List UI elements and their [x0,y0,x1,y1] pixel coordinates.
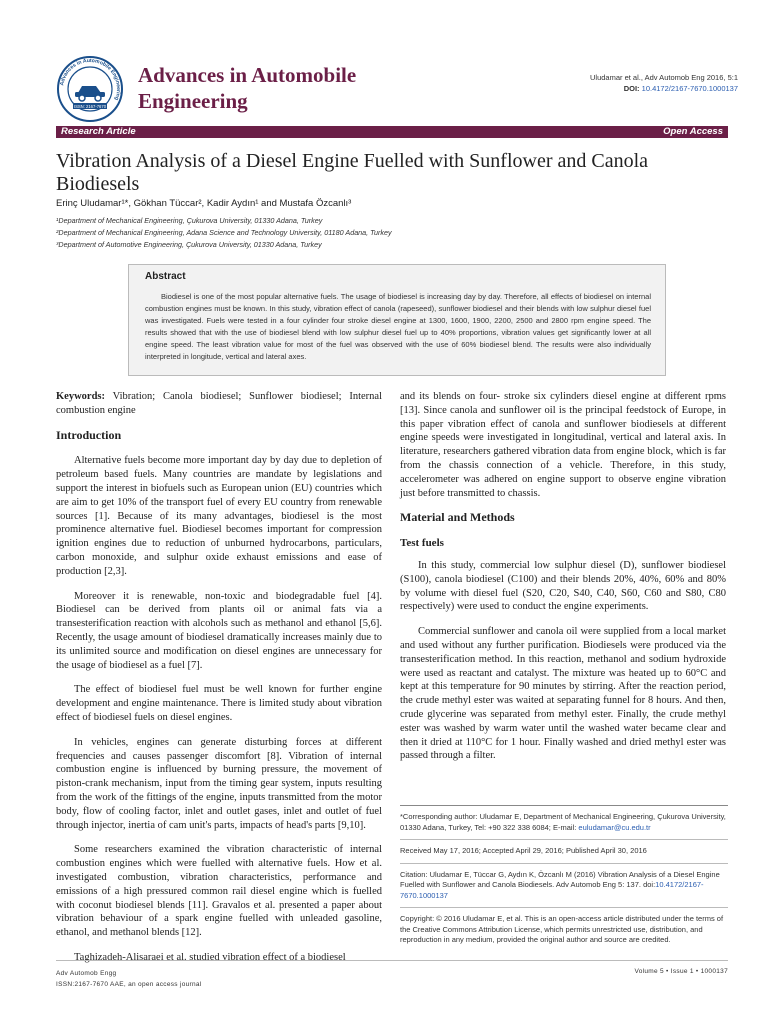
affiliation-1: ¹Department of Mechanical Engineering, Çukurova University, 01330 Adana, Turkey [56,216,323,225]
doi-line [590,83,738,94]
footnote-separator [400,907,728,908]
keywords-text: Vibration; Canola biodiesel; Sunflower biodiesel; Internal combustion engine [56,391,382,416]
methods-paragraph: Commercial sunflower and canola oil were supplied from a local market and used without any further purification. Biodiesels were produced via the transesterification method. In this reaction, methanol and sodium hydroxide were used as reactant and catalyst. The mixture was heated up to 60°C and kept at this temperature for 90 minutes by stirring. After the reaction period, the crude methyl ester was waited at separating funnel for 8 hours. And then, crude glycerine was separated from methyl ester. Finally, the crude methyl ester was washed by warm water until the washed water became clear and then it dried at 110°C for 1 hour. Finally washed and dried methyl ester was passed through a filter. [400,626,726,762]
logo-issn: ISSN: 2167-7670 [73,103,107,109]
abstract-box [128,264,666,376]
journal-title [138,62,356,114]
intro-paragraph: Taghizadeh-Alisaraei et al. studied vibration effect of a biodiesel [74,951,346,963]
citation-footnote [400,870,728,902]
footer-issn: ISSN:2167-7670 AAE, an open access journal [56,981,202,988]
keywords [56,390,382,418]
corresponding-text: *Corresponding author: Uludamar E, Department of Mechanical Engineering, Çukurova University, 01330 Adana, Turkey, Tel: +90 322 338 6084; E-mail: [400,812,726,832]
corresponding-author [400,812,728,833]
journal-title-line1: Advances in Automobile [138,63,357,87]
citation-doi-link[interactable]: 10.4172/2167-7670.1000137 [400,880,704,900]
article-dates: Received May 17, 2016; Accepted April 29, 2016; Published April 30, 2016 [400,846,647,855]
left-column [56,390,382,976]
footnotes [400,812,728,946]
methods-heading: Material and Methods [400,510,515,525]
page-header [0,0,768,125]
copyright-notice: Copyright: © 2016 Uludamar E, et al. This is an open-access article distributed under the terms of the Creative Commons Attribution License, which permits unrestricted use, distribution, and reproduction in any medium, provided the original author and source are credited. [400,914,724,944]
logo-ring-text: Advances in Automobile Engineering [59,57,122,101]
intro-paragraph: The effect of biodiesel fuel must be well known for further engine development and engine maintenance. There is limited study about vibration effect of biodiesel fuels on diesel engines. [56,684,382,723]
journal-title-line2: Engineering [138,89,248,113]
open-access-label: Open Access [663,126,723,137]
intro-paragraph: Alternative fuels become more important day by day due to depletion of petroleum based fuels. Many countries are mandate by legislations and support the interest in biofuels such as European union (EU) countries which are aim to get 10% of the transport fuel of every EU country from renewable sources [1]. Because of its many advantages, biodiesel is the most prominence alternative fuel. Biodiesel becomes important for compression ignition engines due to reduction of unburned hydrocarbons, particulars, carbon monoxide, and sulphur oxide exhaust emissions and ease of production [2,3]. [56,455,382,577]
article-title: Vibration Analysis of a Diesel Engine Fuelled with Sunflower and Canola Biodiesels [56,150,649,195]
footnote-separator [400,839,728,840]
research-article-label: Research Article [61,126,136,137]
keywords-label: Keywords: [56,391,105,402]
citation-line: Uludamar et al., Adv Automob Eng 2016, 5:1 [589,73,738,82]
intro-paragraph-continued: and its blends on four- stroke six cylinders diesel engine at different rpms [13]. Since canola and sunflower oil is the principal feedstock of Europe, in this paper vibration effect of canola and sunflower biodiesels at different engine speeds were investigated in longitudinal, vertical and lateral axis. In literature, researchers gathered vibration data from engine block, which is far from the chassis connection of a vehicle. Therefore, in this study, accelerometer was adhered on engine support to observe engine vibration just before transmitted to chassis. [400,391,726,499]
footnote-separator [400,863,728,864]
footer-divider [56,960,728,961]
doi-label: DOI: [623,84,640,93]
citation-text: Citation: Uludamar E, Tüccar G, Aydın K, Özcanlı M (2016) Vibration Analysis of a Diesel Engine Fuelled with Sunflower and Canola Biodiesels. Adv Automob Eng 5: 137. doi: [400,869,720,889]
intro-paragraph: In vehicles, engines can generate disturbing forces at different frequencies and causes passenger discomfort [8]. Vibration of internal combustion engine is influenced by burning pressure, the movement of piston-crank mechanism, input from the timing gear system, inputs resulting from the work of the fittings of the engine, inputs transmitted from the motor body, flow of cooling factor, inlet and outlet gases, inlet and outlet of fuel through injector, inertia of cam unit's parts, impacts of head's parts [9,10]. [56,736,382,831]
author-list: Erinç Uludamar¹*, Gökhan Tüccar², Kadir Aydın¹ and Mustafa Özcanlı³ [56,198,352,209]
journal-logo [56,55,124,123]
right-column [400,390,726,774]
test-fuels-heading: Test fuels [400,537,444,550]
article-type-banner [56,126,728,138]
author-email-link[interactable]: euludamar@cu.edu.tr [578,822,651,832]
car-logo-icon [56,55,124,123]
introduction-heading: Introduction [56,427,122,442]
intro-paragraph: Some researchers examined the vibration characteristic of internal combustion engines which were fuelled with alternative fuels. How et al. investigated combustion, vibration characteristics, performance and emissions of a high pressured common rail diesel engine which is fuelled with coconut biodiesel blends [11]. Gravalos et al. presented a paper about vibration behaviour of a spark engine fuelled with unleaded gasoline, ethanol, and methanol blends [12]. [56,844,382,939]
intro-paragraph: Moreover it is renewable, non-toxic and biodegradable fuel [4]. Biodiesel can be derived from plants oil or animal fats via a transesterification reaction with alcohols such as methanol and ethanol [5,6]. Recently, the usage amount of biodiesel dramatically increases mainly due to its unlimited source and modification on diesel engines are unnecessary for the usage of biodiesel as a fuel [7]. [56,590,382,671]
header-citation [590,72,738,94]
abstract-heading: Abstract [145,271,186,282]
doi-link[interactable]: 10.4172/2167-7670.1000137 [641,84,738,93]
affiliation-3: ³Department of Automotive Engineering, Çukurova University, 01330 Adana, Turkey [56,240,322,249]
abstract-text: Biodiesel is one of the most popular alternative fuels. The usage of biodiesel is increasing day by day. Therefore, all effects of biodiesel on internal combustion engines must be known. In this study, vibration effect of canola (rapeseed), sunflower biodiesel and their blends with low sulphur diesel fuel was investigated. Fuels were tested in a four cylinder four stroke diesel engine at 1300, 1600, 1900, 2200, 2500 and 2800 rpm engine speed. The results showed that with the use of biodiesel blend with low sulphur diesel fuel up to 40% proportions, vibration values get significantly lower at all engine speed. The least vibration value for most of the fuel was observed with the use of 60% biodiesel blend. The results were also individually interpreted in longitude, vertical and lateral axes. [145,292,651,361]
footer-left [56,968,202,990]
affiliations [56,215,392,251]
methods-paragraph: In this study, commercial low sulphur diesel (D), sunflower biodiesel (S100), canola biodiesel (C100) and their blends 20%, 40%, 60% and 80% by volume with diesel fuel (S20, C20, S40, C40, S60, C60 and S80, C80 respectively) were used to conduct the engine experiments. [400,559,726,613]
footer-journal: Adv Automob Engg [56,970,117,977]
footnote-divider [400,805,728,806]
affiliation-2: ²Department of Mechanical Engineering, Adana Science and Technology University, 01180 Adana, Turkey [56,228,392,237]
footer-volume: Volume 5 • Issue 1 • 1000137 [634,968,728,975]
